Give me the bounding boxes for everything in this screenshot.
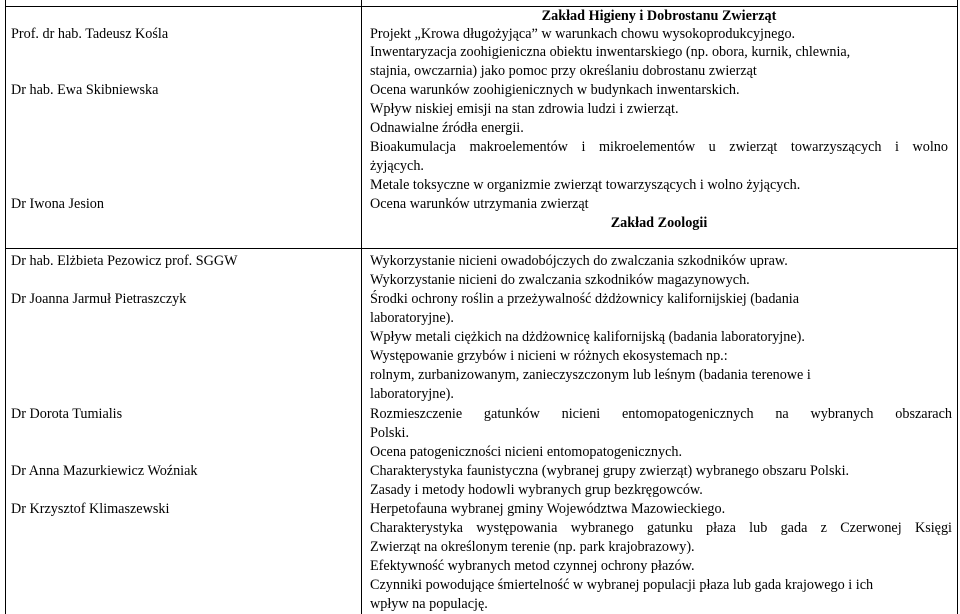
topic-line: Projekt „Krowa długożyjąca” w warunkach chowu wysokoprodukcyjnego. bbox=[370, 26, 796, 42]
topic-line: rolnym, zurbanizowanym, zanieczyszczonym lub leśnym (badania terenowe i bbox=[370, 367, 811, 383]
topic-line: Charakterystyka występowania wybranego gatunku płaza lub gada z Czerwonej Księgi bbox=[370, 520, 952, 536]
topic-line: Odnawialne źródła energii. bbox=[370, 120, 524, 136]
section-heading-zoology: Zakład Zoologii bbox=[610, 215, 708, 231]
table-left-border bbox=[5, 0, 6, 614]
supervisor-name: Dr Joanna Jarmuł Pietraszczyk bbox=[11, 291, 187, 307]
topic-line: Polski. bbox=[370, 425, 410, 441]
supervisor-name: Dr Anna Mazurkiewicz Woźniak bbox=[11, 463, 198, 479]
topic-line: Charakterystyka faunistyczna (wybranej grupy zwierząt) wybranego obszaru Polski. bbox=[370, 463, 850, 479]
topic-line: Środki ochrony roślin a przeżywalność dżdżownicy kalifornijskiej (badania bbox=[370, 291, 800, 307]
topic-line: Czynniki powodujące śmiertelność w wybranej populacji płaza lub gada krajowego i ich bbox=[370, 577, 874, 593]
table-column-divider bbox=[361, 0, 362, 614]
topic-line: Występowanie grzybów i nicieni w różnych ekosystemach np.: bbox=[370, 348, 728, 364]
supervisor-name: Dr Krzysztof Klimaszewski bbox=[11, 501, 170, 517]
topic-line: laboratoryjne). bbox=[370, 310, 454, 326]
supervisor-name: Dr Iwona Jesion bbox=[11, 196, 104, 212]
topic-line: Bioakumulacja makroelementów i mikroelementów u zwierząt towarzyszących i wolno bbox=[370, 139, 948, 155]
topic-line: Herpetofauna wybranej gminy Województwa Mazowieckiego. bbox=[370, 501, 726, 517]
topic-line: Metale toksyczne w organizmie zwierząt towarzyszących i wolno żyjących. bbox=[370, 177, 801, 193]
topic-line: żyjących. bbox=[370, 158, 424, 174]
topic-line: Zasady i metody hodowli wybranych grup bezkręgowców. bbox=[370, 482, 703, 498]
topic-line: Wykorzystanie nicieni do zwalczania szkodników magazynowych. bbox=[370, 272, 750, 288]
topic-line: Ocena warunków utrzymania zwierząt bbox=[370, 196, 589, 212]
supervisor-name: Dr Dorota Tumialis bbox=[11, 406, 123, 422]
topic-line: Efektywność wybranych metod czynnej ochrony płazów. bbox=[370, 558, 695, 574]
topic-line: wpływ na populację. bbox=[370, 596, 488, 612]
section-divider bbox=[5, 248, 958, 249]
topic-line: Inwentaryzacja zoohigieniczna obiektu inwentarskiego (np. obora, kurnik, chlewnia, bbox=[370, 44, 851, 60]
supervisor-name: Prof. dr hab. Tadeusz Kośla bbox=[11, 26, 169, 42]
table-right-border bbox=[957, 0, 958, 614]
topic-line: Rozmieszczenie gatunków nicieni entomopatogenicznych na wybranych obszarach bbox=[370, 406, 952, 422]
topic-line: Ocena patogeniczności nicieni entomopatogenicznych. bbox=[370, 444, 683, 460]
topic-line: laboratoryjne). bbox=[370, 386, 454, 402]
section-heading-hygiene: Zakład Higieny i Dobrostanu Zwierząt bbox=[541, 8, 777, 24]
supervisor-name: Dr hab. Elżbieta Pezowicz prof. SGGW bbox=[11, 253, 238, 269]
topic-line: Wykorzystanie nicieni owadobójczych do zwalczania szkodników upraw. bbox=[370, 253, 788, 269]
topic-line: Zwierząt na określonym terenie (np. park krajobrazowy). bbox=[370, 539, 695, 555]
topic-line: stajnia, owczarnia) jako pomoc przy określaniu dobrostanu zwierząt bbox=[370, 63, 757, 79]
topic-line: Wpływ metali ciężkich na dżdżownicę kalifornijską (badania laboratoryjne). bbox=[370, 329, 805, 345]
supervisor-name: Dr hab. Ewa Skibniewska bbox=[11, 82, 159, 98]
topic-line: Ocena warunków zoohigienicznych w budynkach inwentarskich. bbox=[370, 82, 740, 98]
topic-line: Wpływ niskiej emisji na stan zdrowia ludzi i zwierząt. bbox=[370, 101, 679, 117]
